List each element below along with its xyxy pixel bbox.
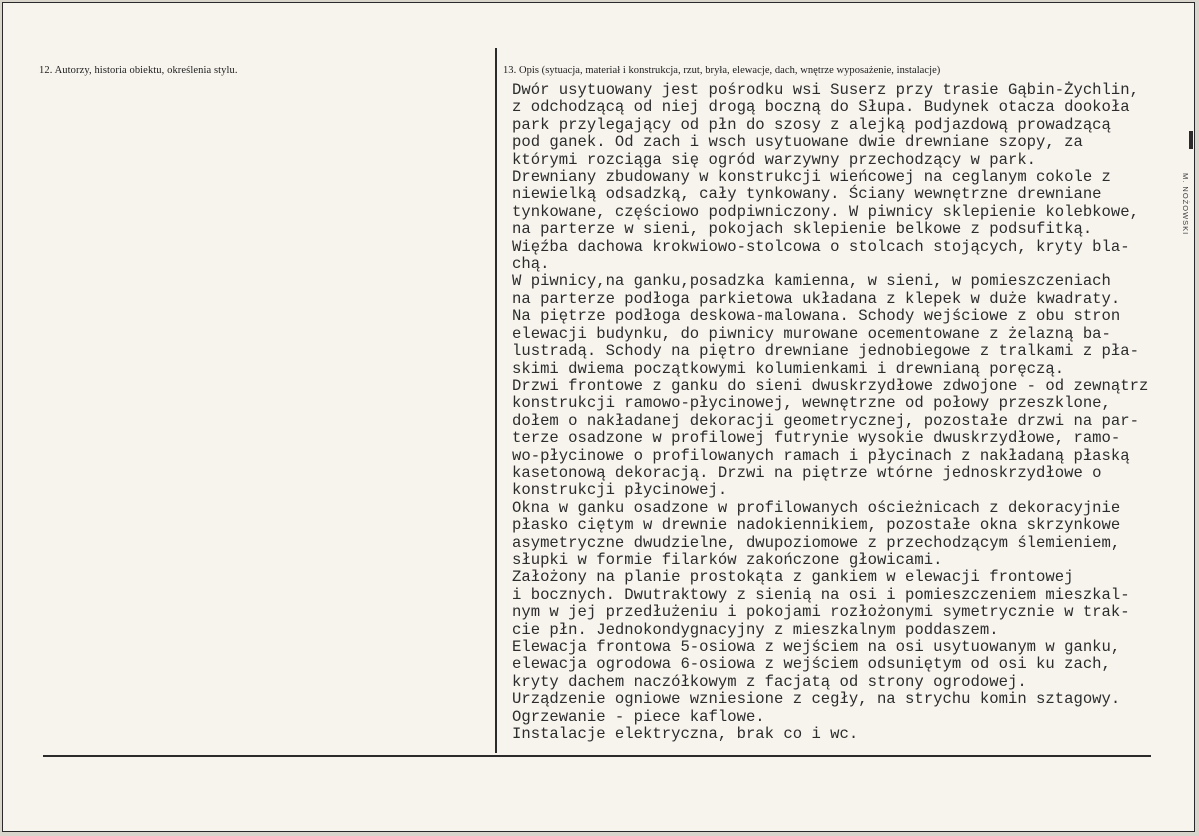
description-line: Urządzenie ogniowe wzniesione z cegły, na strychu komin sztagowy. (512, 690, 1121, 709)
description-line: chą. (512, 255, 550, 274)
description-line: nym w jej przedłużeniu i pokojami rozłożonymi symetrycznie w trak- (512, 603, 1130, 622)
description-line: Dwór usytuowany jest pośrodku wsi Suserz przy trasie Gąbin-Żychlin, (512, 81, 1139, 99)
description-line: Drzwi frontowe z ganku do sieni dwuskrzydłowe zdwojone - od zewnątrz (512, 376, 1149, 395)
description-line: konstrukcji płycinowej. (512, 481, 728, 500)
description-line: elewacji budynku, do piwnicy murowane ocementowane z żelazną ba- (512, 324, 1111, 343)
description-line: Elewacja frontowa 5-osiowa z wejściem na osi usytuowanym w ganku, (512, 638, 1121, 656)
description-line: terze osadzone w profilowej futrynie wysokie dwuskrzydłowe, ramo- (512, 429, 1121, 448)
description-line: pod ganek. Od zach i wsch usytuowane dwie drewniane szopy, za (512, 133, 1083, 152)
description-line: cie płn. Jednokondygnacyjny z mieszkalnym poddaszem. (512, 620, 999, 639)
description-line: asymetryczne dwudzielne, dwupoziomowe z przechodzącym ślemieniem, (512, 533, 1121, 552)
description-line: Drewniany zbudowany w konstrukcji wieńcowej na ceglanym cokole z (512, 168, 1111, 187)
description-line: Więźba dachowa krokwiowo-stolcowa o stolcach stojących, kryty bla- (512, 237, 1130, 256)
description-line: którymi rozciąga się ogród warzywny przechodzący w park. (512, 150, 1037, 169)
author-stamp: M. NOŻOWSKI (1181, 173, 1190, 236)
description-line: płasko ciętym w drewnie nadokiennikiem, pozostałe okna skrzynkowe (512, 516, 1121, 535)
description-line: tynkowane, częściowo podpiwniczony. W piwnicy sklepienie kolebkowe, (512, 202, 1139, 221)
description-line: niewielką odsadzką, cały tynkowany. Ściany wewnętrzne drewniane (512, 185, 1102, 204)
bottom-rule (43, 755, 1151, 757)
description-line: konstrukcji ramowo-płycinowej, wewnętrzne od połowy przeszklone, (512, 394, 1111, 413)
description-line: park przylegający od płn do szosy z alejką podjazdową prowadzącą (512, 115, 1111, 134)
column-divider (495, 48, 497, 753)
description-line: Okna w ganku osadzone w profilowanych ościeżnicach z dekoracyjnie (512, 498, 1121, 517)
description-line: wo-płycinowe o profilowanych ramach i płycinach z nakładaną płaską (512, 446, 1130, 465)
description-line: W piwnicy,na ganku,posadzka kamienna, w sieni, w pomieszczeniach (512, 272, 1111, 291)
description-line: z odchodzącą od niej drogą boczną do Słupa. Budynek otacza dookoła (512, 98, 1130, 117)
description-line: Instalacje elektryczna, brak co i wc. (512, 725, 859, 744)
description-line: kasetonową dekoracją. Drzwi na piętrze wtórne jednoskrzydłowe o (512, 463, 1102, 482)
description-line: Założony na planie prostokąta z gankiem w elewacji frontowej (512, 568, 1074, 587)
description-line: elewacja ogrodowa 6-osiowa z wejściem odsuniętym od osi ku zach, (512, 655, 1111, 674)
section-12-heading: 12. Autorzy, historia obiektu, określenia stylu. (39, 65, 238, 76)
description-line: słupki w formie filarków zakończone głowicami. (512, 550, 943, 569)
margin-mark (1189, 131, 1193, 149)
description-line: na parterze w sieni, pokojach sklepienie belkowe z podsufitką. (512, 220, 1093, 239)
description-line: skimi dwiema początkowymi kolumienkami i drewnianą poręczą. (512, 359, 1065, 378)
description-line: i bocznych. Dwutraktowy z sienią na osi i pomieszczeniem mieszkal- (512, 585, 1130, 604)
description-line: lustradą. Schody na piętro drewniane jednobiegowe z tralkami z pła- (512, 342, 1139, 361)
description-line: na parterze podłoga parkietowa układana z klepek w duże kwadraty. (512, 289, 1121, 308)
description-line: kryty dachem naczółkowym z facjatą od strony ogrodowej. (512, 672, 1027, 691)
section-13-heading: 13. Opis (sytuacja, materiał i konstrukcja, rzut, bryła, elewacje, dach, wnętrze wyposażenie, instalacje) (503, 65, 941, 76)
description-line: dołem o nakładanej dekoracji geometrycznej, pozostałe drzwi na par- (512, 411, 1139, 430)
description-line: Na piętrze podłoga deskowa-malowana. Schody wejściowe z obu stron (512, 307, 1121, 326)
description-text (512, 82, 1192, 743)
form-sheet (2, 2, 1195, 832)
description-line: Ogrzewanie - piece kaflowe. (512, 707, 765, 726)
